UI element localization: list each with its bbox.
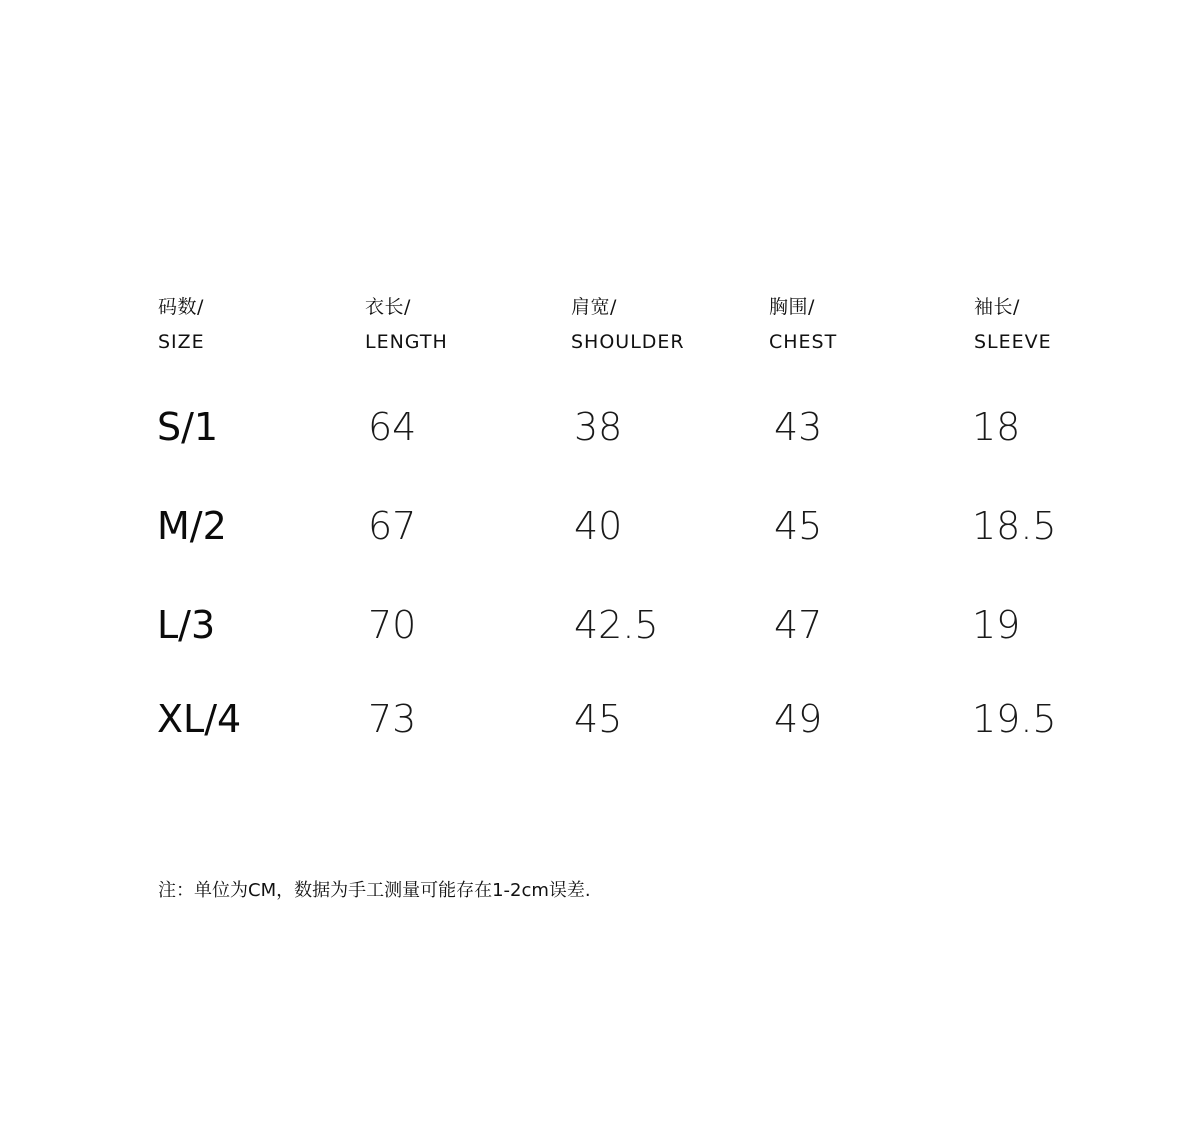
row-chest: 45 [774, 504, 823, 548]
measurement-note: 注：单位为CM，数据为手工测量可能存在1-2cm误差. [158, 880, 591, 901]
header-size-en: SIZE [158, 331, 205, 353]
header-length-en: LENGTH [365, 331, 448, 353]
row-chest: 47 [774, 603, 823, 647]
row-size: XL/4 [157, 697, 242, 741]
header-shoulder-en: SHOULDER [571, 331, 685, 353]
row-length: 73 [368, 697, 417, 741]
row-sleeve: 19.5 [972, 697, 1057, 741]
header-sleeve-cn: 袖长/ [974, 296, 1020, 318]
row-length: 70 [368, 603, 417, 647]
row-size: M/2 [157, 504, 227, 548]
row-size: L/3 [157, 603, 216, 647]
header-chest-en: CHEST [769, 331, 838, 353]
row-sleeve: 19 [972, 603, 1021, 647]
row-sleeve: 18 [972, 405, 1021, 449]
row-shoulder: 42.5 [574, 603, 659, 647]
row-shoulder: 38 [574, 405, 623, 449]
header-size-cn: 码数/ [158, 296, 204, 318]
row-size: S/1 [157, 405, 219, 449]
row-length: 67 [368, 504, 417, 548]
row-chest: 49 [774, 697, 823, 741]
header-length-cn: 衣长/ [365, 296, 411, 318]
header-shoulder-cn: 肩宽/ [571, 296, 617, 318]
row-sleeve: 18.5 [972, 504, 1057, 548]
header-chest-cn: 胸围/ [769, 296, 815, 318]
header-sleeve-en: SLEEVE [974, 331, 1052, 353]
row-length: 64 [368, 405, 417, 449]
row-shoulder: 45 [574, 697, 623, 741]
row-chest: 43 [774, 405, 823, 449]
row-shoulder: 40 [574, 504, 623, 548]
